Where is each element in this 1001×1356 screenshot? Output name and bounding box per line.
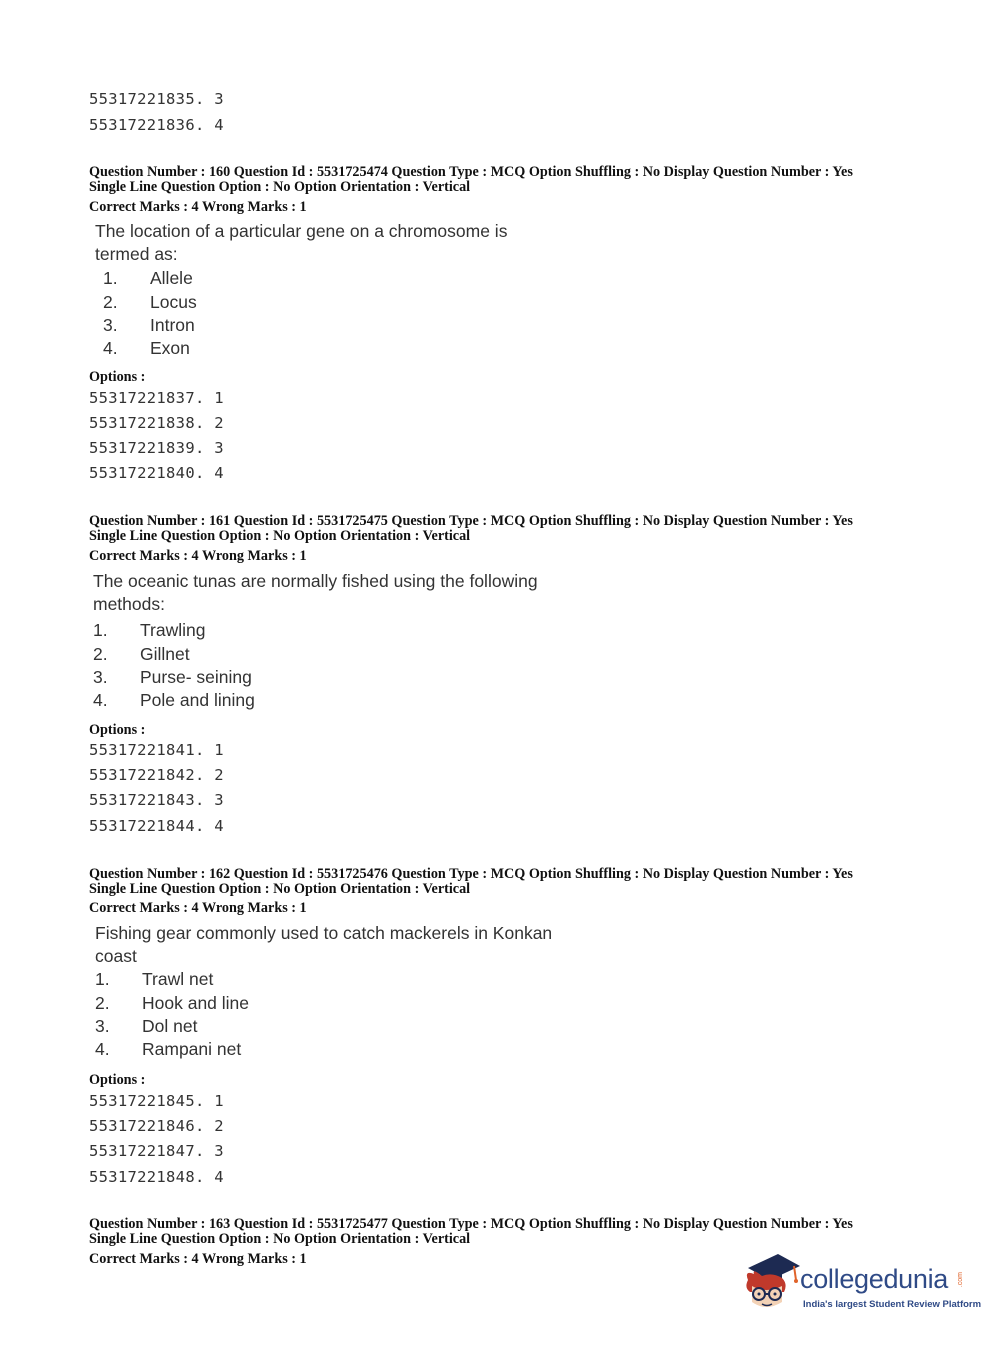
option-code: 55317221844. 4 [89,817,224,835]
options-label: Options : [89,369,146,385]
question-meta: Question Number : 160 Question Id : 5531725474 Question Type : MCQ Option Shuffling : No Display Question Number : Yes [89,164,853,180]
choice-label: Exon [150,338,190,358]
student-mascot-icon [742,1250,802,1320]
option-code: 55317221845. 1 [89,1092,224,1110]
choice-number: 1. [103,268,118,288]
choice-number: 2. [95,993,110,1013]
question-marks: Correct Marks : 4 Wrong Marks : 1 [89,900,307,916]
question-meta: Question Number : 162 Question Id : 5531725476 Question Type : MCQ Option Shuffling : No Display Question Number : Yes [89,866,853,882]
option-code: 55317221837. 1 [89,389,224,407]
options-label: Options : [89,722,146,738]
choice-number: 4. [95,1039,110,1059]
choice-number: 3. [103,315,118,335]
choice-number: 4. [93,690,108,710]
option-code: 55317221846. 2 [89,1117,224,1135]
choice-number: 3. [95,1016,110,1036]
question-text-line2: methods: [93,594,165,614]
choice-number: 1. [95,969,110,989]
question-text: Fishing gear commonly used to catch mackerels in Konkan [95,923,553,943]
question-text-line2: coast [95,946,137,966]
question-meta-line2: Single Line Question Option : No Option Orientation : Vertical [89,881,471,897]
question-meta-line2: Single Line Question Option : No Option Orientation : Vertical [89,179,471,195]
option-code: 55317221840. 4 [89,464,224,482]
option-code: 55317221842. 2 [89,766,224,784]
choice-number: 4. [103,338,118,358]
question-marks: Correct Marks : 4 Wrong Marks : 1 [89,548,307,564]
option-code: 55317221836. 4 [89,116,224,134]
choice-label: Rampani net [142,1039,242,1059]
choice-label: Locus [150,292,197,312]
choice-number: 1. [93,620,108,640]
choice-number: 2. [103,292,118,312]
option-code: 55317221841. 1 [89,741,224,759]
logo-suffix: .com [957,1272,964,1288]
question-meta: Question Number : 161 Question Id : 5531725475 Question Type : MCQ Option Shuffling : No Display Question Number : Yes [89,513,853,529]
logo-tagline: India's largest Student Review Platform [803,1299,982,1310]
choice-number: 2. [93,644,108,664]
choice-label: Allele [150,268,193,288]
choice-label: Trawling [140,620,206,640]
choice-number: 3. [93,667,108,687]
question-text: The oceanic tunas are normally fished using the following [93,571,538,591]
choice-label: Purse- seining [140,667,252,687]
option-code: 55317221847. 3 [89,1142,224,1160]
choice-label: Hook and line [142,993,250,1013]
choice-label: Pole and lining [140,690,255,710]
collegedunia-logo [742,1250,982,1320]
option-code: 55317221848. 4 [89,1168,224,1186]
option-code: 55317221843. 3 [89,791,224,809]
choice-label: Intron [150,315,195,335]
question-meta-line2: Single Line Question Option : No Option Orientation : Vertical [89,528,471,544]
question-marks: Correct Marks : 4 Wrong Marks : 1 [89,199,307,215]
question-text: The location of a particular gene on a chromosome is [95,221,508,241]
question-text-line2: termed as: [95,244,178,264]
option-code: 55317221839. 3 [89,439,224,457]
question-meta-line2: Single Line Question Option : No Option Orientation : Vertical [89,1231,471,1247]
choice-label: Trawl net [142,969,214,989]
choice-label: Gillnet [140,644,190,664]
question-marks: Correct Marks : 4 Wrong Marks : 1 [89,1251,307,1267]
choice-label: Dol net [142,1016,198,1036]
option-code: 55317221838. 2 [89,414,224,432]
question-meta: Question Number : 163 Question Id : 5531725477 Question Type : MCQ Option Shuffling : No Display Question Number : Yes [89,1216,853,1232]
option-code: 55317221835. 3 [89,90,224,108]
options-label: Options : [89,1072,146,1088]
logo-brand-text: collegedunia [800,1264,949,1294]
